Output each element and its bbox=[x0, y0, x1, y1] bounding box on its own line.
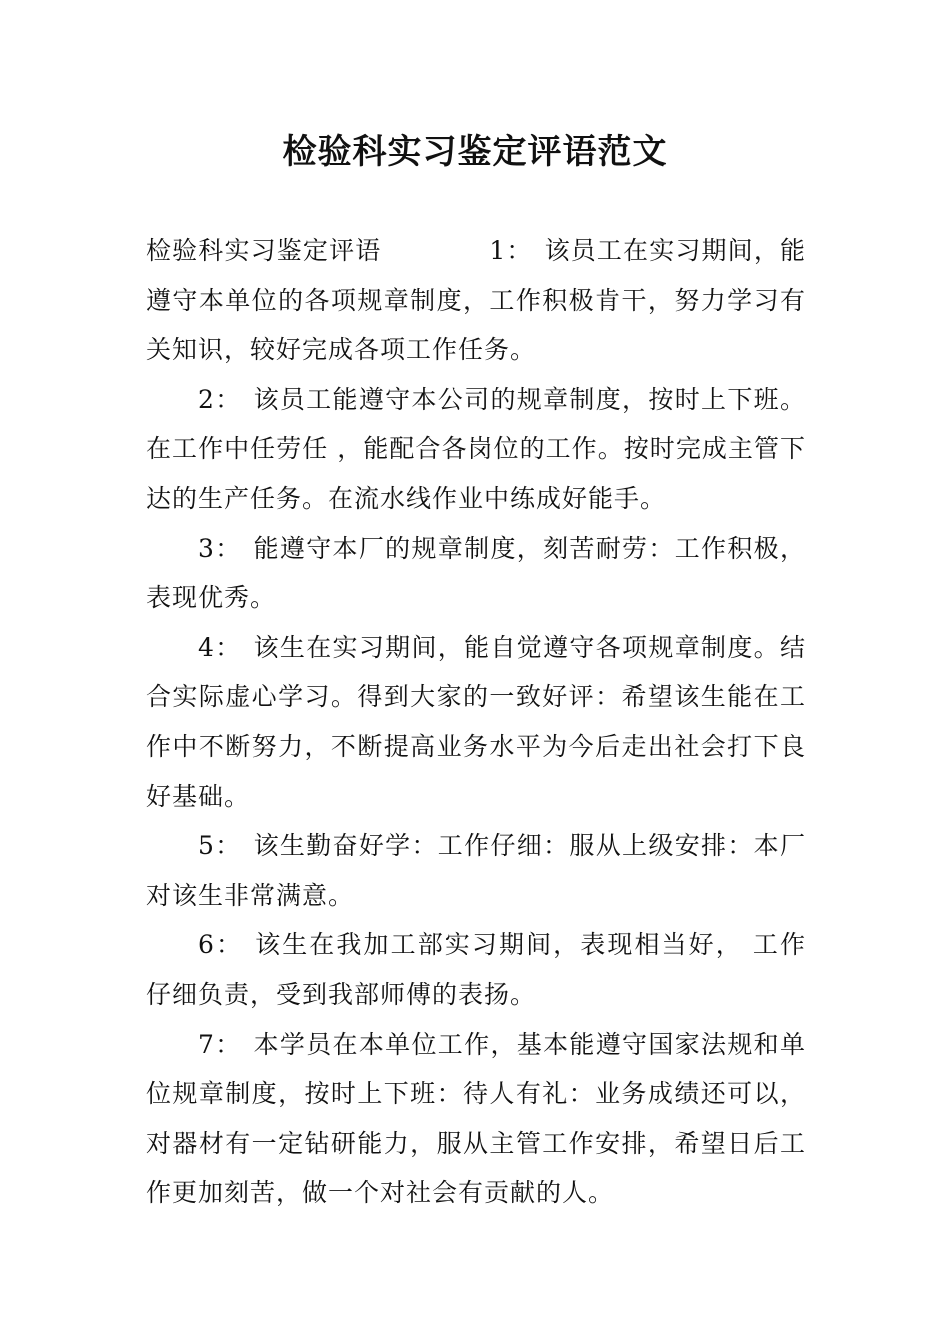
paragraph-5 bbox=[146, 821, 806, 920]
paragraph-text: 该生在实习期间，能自觉遵守各项规章制度。结合实际虚心学习。得到大家的一致好评：希望该生能在工作中不断努力，不断提高业务水平为今后走出社会打下良好基础。 bbox=[146, 632, 806, 811]
paragraph-4 bbox=[146, 623, 806, 821]
paragraph-number: 1 bbox=[489, 236, 507, 265]
paragraph-number: 7 bbox=[198, 1029, 215, 1059]
paragraph-number: 2 bbox=[198, 384, 215, 414]
paragraph-1 bbox=[146, 226, 806, 375]
document-body bbox=[146, 226, 806, 1218]
paragraph-separator: ： bbox=[214, 1029, 242, 1059]
paragraph-7 bbox=[146, 1020, 806, 1218]
paragraph-2 bbox=[146, 375, 806, 524]
paragraph-lead: 检验科实习鉴定评语 bbox=[146, 236, 382, 265]
paragraph-number: 3 bbox=[198, 533, 215, 563]
paragraph-number: 4 bbox=[198, 632, 215, 662]
paragraph-separator: ： bbox=[214, 930, 244, 960]
paragraph-separator: ： bbox=[214, 533, 242, 563]
paragraph-separator: ： bbox=[214, 831, 242, 861]
paragraph-number: 6 bbox=[198, 930, 215, 960]
paragraph-text: 该生勤奋好学：工作仔细：服从上级安排：本厂对该生非常满意。 bbox=[146, 831, 806, 910]
paragraph-text: 能遵守本厂的规章制度，刻苦耐劳：工作积极，表现优秀。 bbox=[146, 533, 806, 613]
paragraph-6 bbox=[146, 920, 806, 1019]
paragraph-text: 本学员在本单位工作，基本能遵守国家法规和单位规章制度，按时上下班：待人有礼：业务成绩还可以，对器材有一定钻研能力，服从主管工作安排，希望日后工作更加刻苦，做一个对社会有贡献的人。 bbox=[146, 1029, 806, 1208]
paragraph-text: 该员工在实习期间，能遵守本单位的各项规章制度，工作积极肯干，努力学习有关知识，较好完成各项工作任务。 bbox=[146, 236, 806, 365]
paragraph-text: 该员工能遵守本公司的规章制度，按时上下班。在工作中任劳任 ，能配合各岗位的工作。按时完成主管下达的生产任务。在流水线作业中练成好能手。 bbox=[146, 384, 806, 513]
paragraph-separator: ： bbox=[214, 632, 242, 662]
paragraph-text: 该生在我加工部实习期间，表现相当好， 工作仔细负责，受到我部师傅的表扬。 bbox=[146, 930, 806, 1009]
document-title: 检验科实习鉴定评语范文 bbox=[282, 132, 668, 172]
paragraph-separator: ： bbox=[506, 236, 533, 265]
paragraph-number: 5 bbox=[198, 831, 215, 861]
paragraph-separator: ： bbox=[214, 384, 242, 414]
paragraph-3 bbox=[146, 524, 806, 623]
